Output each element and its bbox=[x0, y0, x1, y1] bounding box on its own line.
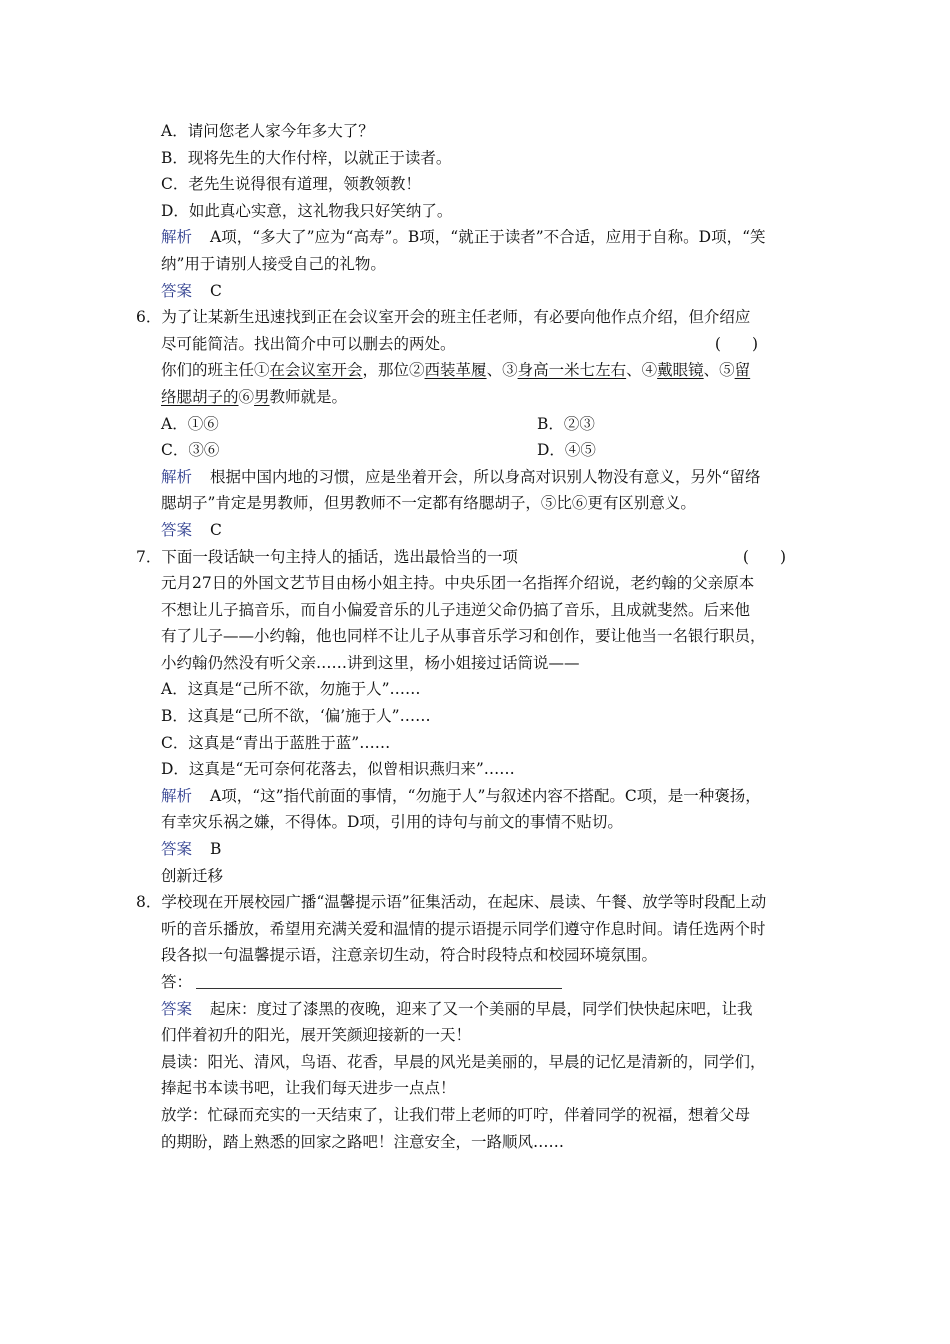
q6-passage-line-1 bbox=[161, 357, 816, 384]
q5-analysis-text-2: 纳”用于请别人接受自己的礼物。 bbox=[161, 254, 386, 273]
answer-blank-line[interactable] bbox=[196, 971, 562, 989]
q6-answer-value: C bbox=[210, 520, 222, 539]
q5-analysis-text-1: A项，“多大了”应为“高寿”。B项，“就正于读者”不合适，应用于自称。D项，“笑 bbox=[210, 228, 766, 247]
q7-stem bbox=[136, 544, 816, 571]
answer-prompt-label: 答： bbox=[161, 973, 193, 991]
document-content bbox=[136, 118, 816, 1155]
q5-option-a: A．请问您老人家今年多大了？ bbox=[161, 122, 374, 140]
underlined-phrase-4: 戴眼镜 bbox=[657, 361, 704, 380]
underlined-phrase-2: 西装革履 bbox=[424, 361, 487, 380]
q6-option-b: B．②③ bbox=[537, 414, 595, 433]
q8-stem-1 bbox=[136, 889, 816, 916]
underlined-phrase-5b: 络腮胡子的 bbox=[161, 387, 239, 406]
q5-option-b: B．现将先生的大作付梓，以就正于读者。 bbox=[161, 148, 452, 167]
q6-stem-text-2: 尽可能简洁。找出简介中可以删去的两处。 bbox=[161, 334, 456, 353]
q5-analysis-label: 解析 bbox=[161, 228, 193, 247]
q6-analysis-text-1: 根据中国内地的习惯，应是坐着开会，所以身高对识别人物没有意义，另外“留络 bbox=[210, 467, 761, 486]
q8-answer-prompt bbox=[161, 969, 816, 996]
q7-answer-paren: ( ) bbox=[742, 547, 786, 566]
underlined-phrase-3: 身高一米七左右 bbox=[517, 361, 627, 380]
q7-analysis-label: 解析 bbox=[161, 786, 193, 805]
q6-answer-label: 答案 bbox=[161, 520, 193, 539]
q6-analysis bbox=[161, 464, 816, 491]
q6-stem-1 bbox=[136, 304, 816, 331]
passage-text: 你们的班主任① bbox=[161, 361, 270, 380]
q6-stem-2 bbox=[161, 331, 816, 358]
q6-stem-text-1: 为了让某新生迅速找到正在会议室开会的班主任老师，有必要向他作点介绍，但介绍应 bbox=[161, 308, 751, 327]
q6-option-d: D．④⑤ bbox=[537, 441, 596, 460]
q6-options-row-1 bbox=[161, 411, 816, 438]
q8-answer-text-1: 起床：度过了漆黑的夜晚，迎来了又一个美丽的早晨，同学们快快起床吧，让我 bbox=[210, 999, 753, 1018]
q6-analysis-text-2: 腮胡子”肯定是男教师，但男教师不一定都有络腮胡子，⑤比⑥更有区别意义。 bbox=[161, 494, 696, 513]
passage-text: ，那位② bbox=[362, 361, 425, 380]
q5-analysis bbox=[161, 224, 816, 251]
q6-answer-paren: ( ) bbox=[714, 334, 758, 353]
q8-answer-text-5: 放学：忙碌而充实的一天结束了，让我们带上老师的叮咛，伴着同学的祝福，想着父母 bbox=[161, 1105, 751, 1124]
passage-text: 、⑤ bbox=[703, 361, 735, 380]
underlined-phrase-5a: 留 bbox=[734, 361, 751, 380]
q7-analysis bbox=[161, 783, 816, 810]
q8-answer-label: 答案 bbox=[161, 999, 193, 1018]
q7-analysis-text-2: 有幸灾乐祸之嫌，不得体。D项，引用的诗句与前文的事情不贴切。 bbox=[161, 813, 623, 832]
q8-answer bbox=[161, 996, 816, 1023]
q7-passage-2: 不想让儿子搞音乐，而自小偏爱音乐的儿子违逆父命仍搞了音乐，且成就斐然。后来他 bbox=[161, 600, 751, 619]
q7-passage-1: 元月27日的外国文艺节目由杨小姐主持。中央乐团一名指挥介绍说，老约翰的父亲原本 bbox=[161, 574, 755, 593]
q5-answer-label: 答案 bbox=[161, 281, 193, 300]
q5-option-c: C．老先生说得很有道理，领教领教！ bbox=[161, 175, 421, 194]
q6-passage-line-2 bbox=[161, 384, 816, 411]
q8-answer-text-2: 们伴着初升的阳光，展开笑颜迎接新的一天！ bbox=[161, 1026, 472, 1045]
q7-answer bbox=[161, 836, 816, 863]
q8-answer-text-3: 晨读：阳光、清风，鸟语、花香，早晨的风光是美丽的，早晨的记忆是清新的，同学们， bbox=[161, 1052, 766, 1071]
q7-option-d: D．这真是“无可奈何花落去，似曾相识燕归来”…… bbox=[161, 760, 515, 779]
q6-option-c: C．③⑥ bbox=[161, 441, 220, 460]
q7-passage-4: 小约翰仍然没有听父亲……讲到这里，杨小姐接过话筒说—— bbox=[161, 653, 580, 672]
q7-answer-label: 答案 bbox=[161, 840, 193, 859]
passage-text: 、④ bbox=[626, 361, 658, 380]
q5-option-d: D．如此真心实意，这礼物我只好笑纳了。 bbox=[161, 201, 453, 220]
q7-stem-text: 下面一段话缺一句主持人的插话，选出最恰当的一项 bbox=[161, 547, 518, 566]
section-title: 创新迁移 bbox=[161, 866, 224, 885]
q6-analysis-label: 解析 bbox=[161, 467, 193, 486]
q8-answer-text-4: 捧起书本读书吧，让我们每天进步一点点！ bbox=[161, 1079, 456, 1098]
underlined-phrase-6: 男 bbox=[254, 387, 270, 406]
q6-option-a: A．①⑥ bbox=[161, 414, 219, 433]
underlined-phrase-1: 在会议室开会 bbox=[269, 361, 363, 380]
q5-answer bbox=[161, 278, 816, 305]
q7-option-c: C．这真是“青出于蓝胜于蓝”…… bbox=[161, 733, 391, 752]
q8-number: 8． bbox=[136, 893, 162, 912]
passage-text: 、③ bbox=[486, 361, 518, 380]
q8-stem-3: 段各拟一句温馨提示语，注意亲切生动，符合时段特点和校园环境氛围。 bbox=[161, 946, 658, 965]
q8-stem-2: 听的音乐播放，希望用充满关爱和温情的提示语提示同学们遵守作息时间。请任选两个时 bbox=[161, 919, 766, 938]
q7-answer-value: B bbox=[210, 840, 222, 859]
passage-text: ⑥ bbox=[238, 387, 255, 406]
q8-stem-text-1: 学校现在开展校园广播“温馨提示语”征集活动，在起床、晨读、午餐、放学等时段配上动 bbox=[161, 893, 767, 912]
q6-answer bbox=[161, 517, 816, 544]
q7-option-a: A．这真是“己所不欲，勿施于人”…… bbox=[161, 680, 421, 699]
q8-answer-text-6: 的期盼，踏上熟悉的回家之路吧！注意安全，一路顺风…… bbox=[161, 1132, 565, 1151]
q6-number: 6． bbox=[136, 308, 162, 327]
passage-text: 教师就是。 bbox=[269, 387, 348, 406]
q7-analysis-text-1: A项，“这”指代前面的事情，“勿施于人”与叙述内容不搭配。C项，是一种褒扬， bbox=[210, 786, 761, 805]
q5-answer-value: C bbox=[210, 281, 222, 300]
q7-number: 7． bbox=[136, 547, 162, 566]
q6-options-row-2 bbox=[161, 437, 816, 464]
q7-passage-3: 有了儿子——小约翰，他也同样不让儿子从事音乐学习和创作，要让他当一名银行职员， bbox=[161, 627, 766, 646]
q7-option-b: B．这真是“己所不欲，‘偏’施于人”…… bbox=[161, 707, 431, 726]
